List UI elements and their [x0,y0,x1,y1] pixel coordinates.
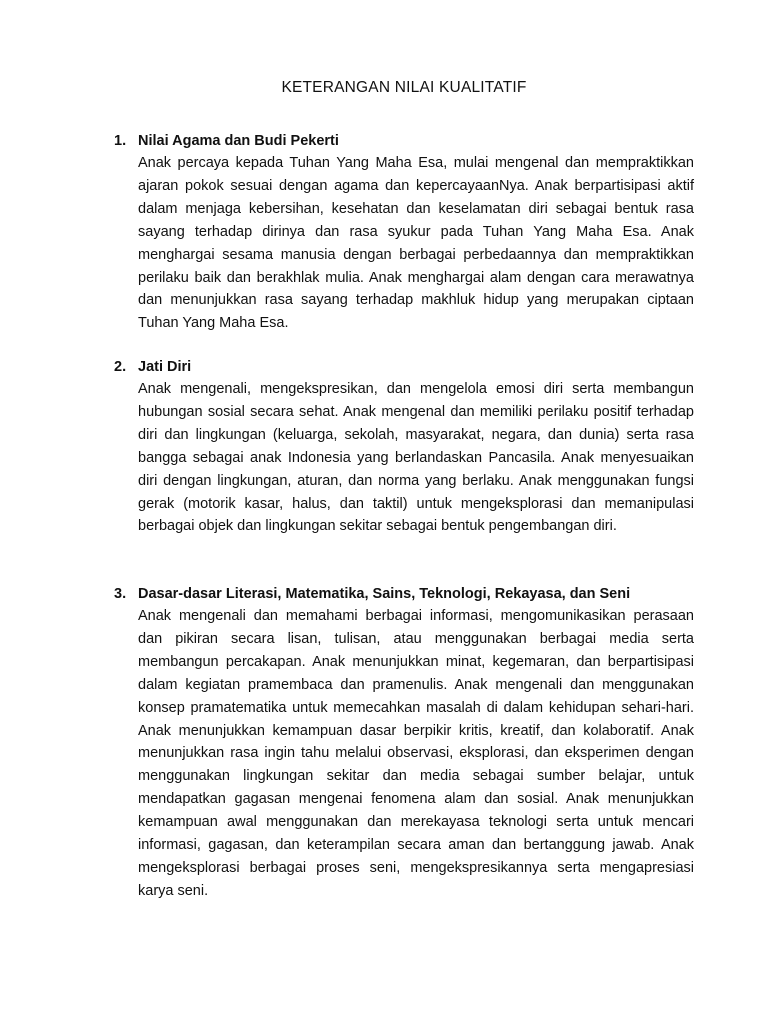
section-header [114,583,694,605]
page-title: KETERANGAN NILAI KUALITATIF [281,79,527,96]
section-body: Anak mengenali dan memahami berbagai informasi, mengomunikasikan perasaan dan pikiran secara lisan, tulisan, atau menggunakan berbagai media serta membangun percakapan. Anak menunjukkan minat, kegemaran, dan berpartisipasi dalam kegiatan pramembaca dan pramenulis. Anak mengenali dan menggunakan konsep pramatematika untuk memecahkan masalah di dalam kehidupan sehari-hari. Anak menunjukkan kemampuan dasar berpikir kritis, kreatif, dan kolaboratif. Anak menunjukkan rasa ingin tahu melalui observasi, eksplorasi, dan eksperimen dengan menggunakan lingkungan sekitar dan media sebagai sumber belajar, untuk mendapatkan gagasan mengenai fenomena alam dan sosial. Anak menunjukkan kemampuan awal menggunakan dan merekayasa teknologi serta untuk mencari informasi, gagasan, dan keterampilan secara aman dan bertanggung jawab. Anak mengeksplorasi berbagai proses seni, mengekspresikannya serta mengapresiasi karya seni. [138,608,694,899]
section-number: 3. [114,586,127,602]
section-heading: Nilai Agama dan Budi Pekerti [138,133,339,149]
section-body: Anak percaya kepada Tuhan Yang Maha Esa, mulai mengenal dan mempraktikkan ajaran pokok sesuai dengan agama dan kepercayaanNya. Anak berpartisipasi aktif dalam menjaga kebersihan, kesehatan dan keselamatan diri sebagai bentuk rasa sayang terhadap dirinya dan rasa syukur pada Tuhan Yang Maha Esa. Anak menghargai sesama manusia dengan berbagai perbedaannya dan mempraktikkan perilaku baik dan berakhlak mulia. Anak menghargai alam dengan cara merawatnya dan menunjukkan rasa sayang terhadap makhluk hidup yang merupakan ciptaan Tuhan Yang Maha Esa. [138,155,694,332]
section-dasar-literasi [114,583,694,903]
section-number: 1. [114,133,127,149]
section-nilai-agama [114,130,694,335]
section-heading: Jati Diri [138,359,192,375]
section-header [114,356,694,378]
section-heading: Dasar-dasar Literasi, Matematika, Sains, Teknologi, Rekayasa, dan Seni [138,586,631,602]
section-number: 2. [114,359,127,375]
section-jati-diri [114,356,694,538]
section-body: Anak mengenali, mengekspresikan, dan mengelola emosi diri serta membangun hubungan sosial secara sehat. Anak mengenal dan memiliki perilaku positif terhadap diri dan lingkungan (keluarga, sekolah, masyarakat, negara, dan dunia) serta rasa bangga sebagai anak Indonesia yang berlandaskan Pancasila. Anak menyesuaikan diri dengan lingkungan, aturan, dan norma yang berlaku. Anak menggunakan fungsi gerak (motorik kasar, halus, dan taktil) untuk mengeksplorasi dan memanipulasi berbagai objek dan lingkungan sekitar sebagai bentuk pengembangan diri. [138,381,694,535]
section-header [114,130,694,152]
